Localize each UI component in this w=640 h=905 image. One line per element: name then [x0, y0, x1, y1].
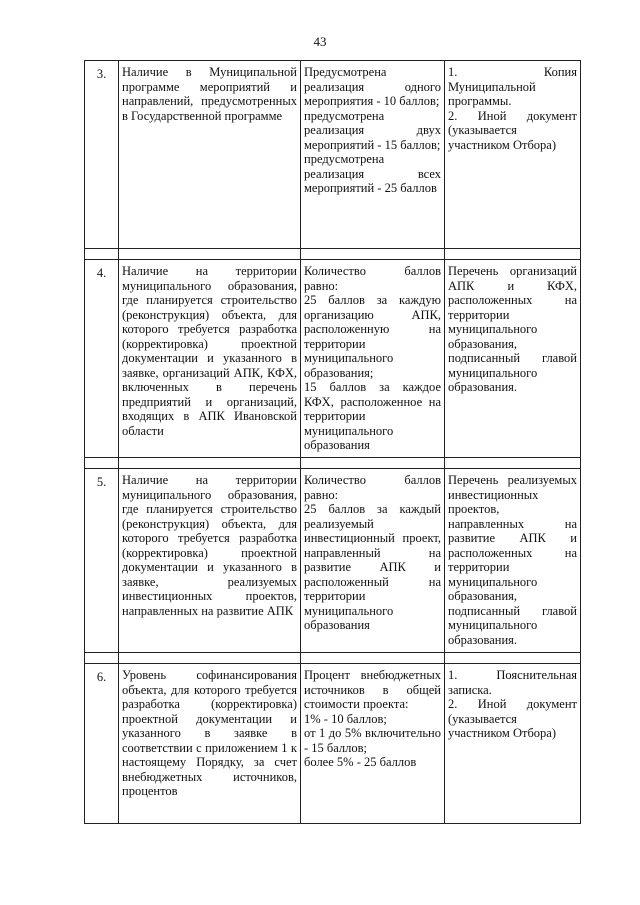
table-row [85, 664, 581, 824]
document-line: 2. Иной документ (указывается участником Отбора) [448, 697, 577, 740]
document-line: Перечень организаций АПК и КФХ, расположенных на территории муниципального образования, подписанный главой муниципального образования. [448, 264, 577, 394]
criterion-cell: Наличие на территории муниципального образования, где планируется строительство (реконструкция) объекта, для которого требуется разработка (корректировка) проектной документации и указанного в заявке, реализуемых инвестиционных проектов, направленных на развитие АПК [119, 469, 301, 653]
row-number: 6. [85, 664, 119, 824]
documents-cell [445, 260, 581, 458]
scoring-line: Количество баллов равно: [304, 264, 441, 293]
scoring-cell [301, 664, 445, 824]
scoring-line: 25 баллов за каждую организацию АПК, расположенную на территории муниципального образования; [304, 293, 441, 380]
documents-cell [445, 61, 581, 249]
scoring-cell [301, 61, 445, 249]
row-separator [85, 458, 581, 469]
scoring-line: от 1 до 5% включительно - 15 баллов; [304, 726, 441, 755]
scoring-cell [301, 469, 445, 653]
row-number: 3. [85, 61, 119, 249]
document-line: Перечень реализуемых инвестиционных проектов, направленных на развитие АПК и расположенных на территории муниципального образования, подписанный главой муниципального образования. [448, 473, 577, 647]
row-separator [85, 653, 581, 664]
row-separator [85, 249, 581, 260]
document-line: 2. Иной документ (указывается участником Отбора) [448, 108, 577, 152]
criterion-cell: Уровень софинансирования объекта, для которого требуется разработка (корректировка) проектной документации и указанного в заявке в соответствии с приложением 1 к настоящему Порядку, за счет внебюджетных источников, процентов [119, 664, 301, 824]
scoring-line: Процент внебюджетных источников в общей стоимости проекта: [304, 668, 441, 711]
document-line: 1. Пояснительная записка. [448, 668, 577, 697]
row-number: 4. [85, 260, 119, 458]
scoring-line: более 5% - 25 баллов [304, 755, 417, 769]
documents-cell [445, 664, 581, 824]
criterion-cell: Наличие на территории муниципального образования, где планируется строительство (реконструкция) объекта, для которого требуется разработка (корректировка) проектной документации и указанного в заявке, организаций АПК, КФХ, включенных в перечень предприятий и организаций, входящих в АПК Ивановской области [119, 260, 301, 458]
table-row [85, 260, 581, 458]
table-row [85, 61, 581, 249]
table-row [85, 469, 581, 653]
documents-cell [445, 469, 581, 653]
criteria-table [84, 60, 581, 824]
row-number: 5. [85, 469, 119, 653]
scoring-line: 25 баллов за каждый реализуемый инвестиционный проект, направленный на развитие АПК и расположенный на территории муниципального образования [304, 502, 441, 632]
document-line: 1. Копия Муниципальной программы. [448, 65, 577, 108]
criterion-cell: Наличие в Муниципальной программе мероприятий и направлений, предусмотренных в Государственной программе [119, 61, 301, 249]
scoring-line: 1% - 10 баллов; [304, 711, 387, 726]
scoring-line: Количество баллов равно: [304, 473, 441, 502]
scoring-line: предусмотрена реализация всех мероприятий - 25 баллов [304, 152, 441, 195]
scoring-line: 15 баллов за каждое КФХ, расположенное на территории муниципального образования [304, 380, 441, 452]
scoring-line: предусмотрена реализация двух мероприятий - 15 баллов; [304, 108, 441, 152]
scoring-cell [301, 260, 445, 458]
page-number: 43 [313, 34, 327, 49]
scoring-line: Предусмотрена реализация одного мероприятия - 10 баллов; [304, 65, 441, 108]
